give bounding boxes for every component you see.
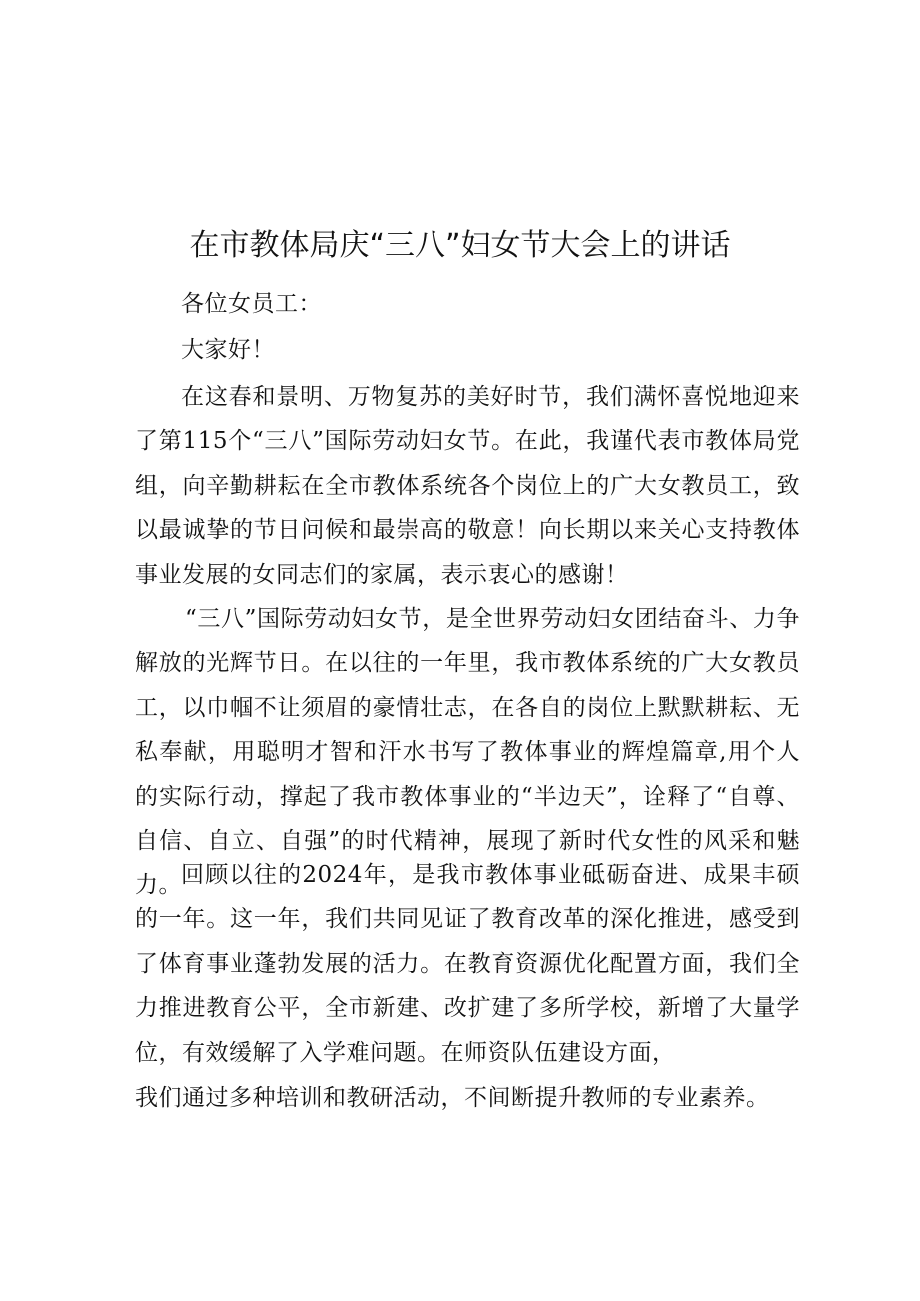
paragraph-review-2024: 回顾以往的2024年，是我市教体事业砥砺奋进、成果丰硕的一年。这一年，我们共同见证了教育改革的深化推进，感受到了体育事业蓬勃发展的活力。在教育资源优化配置方面，我们全力推进教育公平，全市新建、改扩建了多所学校，新增了大量学位，有效缓解了入学难问题。在师资队伍建设方面， (135, 862, 800, 1066)
paragraph-festival-greeting: 在这春和景明、万物复苏的美好时节，我们满怀喜悦地迎来了第115个“三八”国际劳动妇女节。在此，我谨代表市教体局党组，向辛勤耕耘在全市教体系统各个岗位上的广大女教员工，致以最诚挚的节日问候和最崇高的敬意！向长期以来关心支持教体事业发展的女同志们的家属，表示衷心的感谢！ (135, 384, 800, 588)
paragraph-teacher-training: 我们通过多种培训和教研活动，不间断提升教师的专业素养。 (135, 1085, 770, 1111)
salutation: 各位女员工： (181, 291, 322, 317)
paragraph-womens-day: “三八”国际劳动妇女节，是全世界劳动妇女团结奋斗、力争解放的光辉节日。在以往的一年里，我市教体系统的广大女教员工，以巾帼不让须眉的豪情壮志，在各自的岗位上默默耕耘、无私奉献，用聪明才智和汗水书写了教体事业的辉煌篇章,用个人的实际行动，撑起了我市教体事业的“半边天”，诠释了“自尊、自信、自立、自强”的时代精神，展现了新时代女性的风采和魅力。 (135, 606, 800, 899)
greeting: 大家好！ (181, 337, 275, 363)
document-title: 在市教体局庆“三八”妇女节大会上的讲话 (189, 228, 731, 263)
